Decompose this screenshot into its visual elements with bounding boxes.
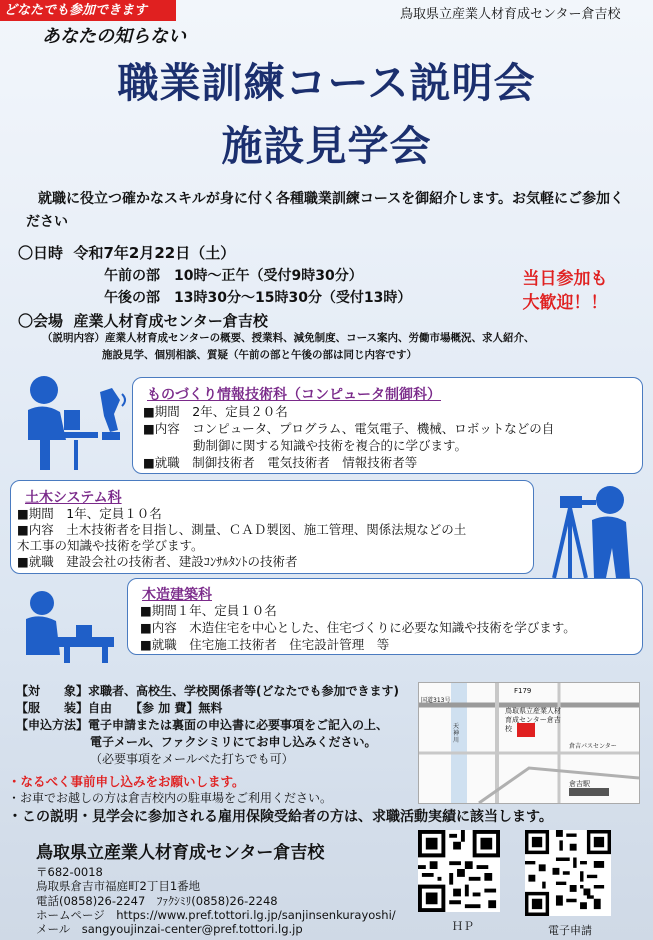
course-title-wooden: 木造建築科 <box>142 587 212 603</box>
venue-row <box>18 310 268 331</box>
note-early-apply: ・なるべく事前申し込みをお願いします。 <box>8 774 245 789</box>
access-map <box>418 682 640 804</box>
dress-fee-value: 自由 【参 加 費】無料 <box>88 701 223 715</box>
contents-line2: 施設見学、個別相談、質疑（午前の部と午後の部は同じ内容です） <box>102 349 417 361</box>
course-card-civil <box>10 480 534 574</box>
main-title-line2: 施設見学会 <box>221 122 432 170</box>
welcome-line1: 当日参加も <box>522 269 608 289</box>
subtitle: あなたの知らない <box>42 26 186 47</box>
course-line: ■内容 木造住宅を中心とした、住宅づくりに必要な知識や技術を学びます。 <box>140 620 576 635</box>
course-title-civil: 土木システム科 <box>25 490 122 506</box>
apply-line2: 電子メール、ファクシミリにてお申し込みください。 <box>90 735 377 749</box>
target-value: 求職者、高校生、学校関係者等(どなたでも参加できます) <box>88 684 399 698</box>
organization-name-top: 鳥取県立産業人材育成センター倉吉校 <box>400 7 621 22</box>
course-line: ■就職 制御技術者 電気技術者 情報技術者等 <box>143 455 418 470</box>
course-line: 木工事の知識や技術を学びます。 <box>17 538 204 553</box>
dress-row <box>16 700 222 717</box>
course-line: ■就職 建設会社の技術者、建設ｺﾝｻﾙﾀﾝﾄの技術者 <box>17 554 298 569</box>
footer-org-name: 鳥取県立産業人材育成センター倉吉校 <box>36 843 325 863</box>
map-route-label: F179 <box>514 687 532 695</box>
course-line: ■期間 2年、定員２０名 <box>143 404 288 419</box>
am-session: 午前の部 10時～正午（受付9時30分） <box>104 268 363 284</box>
course-card-wooden <box>127 578 643 655</box>
venue-value: 産業人材育成センター倉吉校 <box>73 312 268 330</box>
hp-qr-code[interactable] <box>418 830 500 912</box>
contents-line1: （説明内容）産業人材育成センターの概要、授業料、減免制度、コース案内、労働市場概況、求人紹介、 <box>42 332 535 344</box>
footer-website[interactable]: ホームページ https://www.pref.tottori.lg.jp/sanjinsenkurayoshi/ <box>36 908 396 922</box>
map-station-label: 倉吉駅 <box>569 780 590 788</box>
main-title-line1: 職業訓練コース説明会 <box>117 59 536 107</box>
course-line: ■期間 1年、定員１０名 <box>17 506 162 521</box>
map-road-label: 国道313号 <box>421 697 451 704</box>
course-line: ■期間１年、定員１０名 <box>140 603 277 618</box>
target-label: 【対 象】 <box>16 684 89 698</box>
footer-phone-fax: 電話(0858)26-2247 ﾌｧｸｼﾐﾘ(0858)26-2248 <box>36 894 278 908</box>
course-line: 動制御に関する知識や技術を複合的に学びます。 <box>143 438 468 453</box>
course-line: ■内容 土木技術者を目指し、測量、ＣＡＤ製図、施工管理、関係法規などの土 <box>17 522 467 537</box>
map-river-label: 天神川 <box>453 723 460 744</box>
robot-technician-icon <box>14 370 134 475</box>
note-employment-insurance: ・この説明・見学会に参加される雇用保険受給者の方は、求職活動実績に該当します。 <box>8 809 553 825</box>
course-card-manufacturing <box>132 377 643 474</box>
e-application-qr-label: 電子申請 <box>548 924 592 937</box>
open-to-all-badge: どなたでも参加できます <box>0 0 176 21</box>
footer-zip: 〒682-0018 <box>36 865 103 879</box>
e-application-qr-code[interactable] <box>525 830 611 916</box>
footer-address: 鳥取県倉吉市福庭町2丁目1番地 <box>36 879 201 893</box>
date-label: 〇日時 <box>18 244 64 262</box>
date-row <box>18 242 235 263</box>
dress-label: 【服 装】 <box>16 701 89 715</box>
course-title-manufacturing: ものづくり情報技術科（コンピュータ制御科） <box>147 387 441 403</box>
map-bus-label: 倉吉パスセンター <box>569 743 617 750</box>
venue-label: 〇会場 <box>18 312 64 330</box>
course-line: ■内容 コンピュータ、プログラム、電気電子、機械、ロボットなどの自 <box>143 421 555 436</box>
date-value: 令和7年2月22日（土） <box>73 244 236 262</box>
apply-label: 【申込方法】 <box>16 718 89 732</box>
surveyor-icon <box>540 478 645 583</box>
apply-line3: （必要事項をメールベた打ちでも可） <box>90 752 294 766</box>
apply-line1: 電子申請または裏面の申込書に必要事項をご記入の上、 <box>88 718 389 732</box>
note-parking: ・お車でお越しの方は倉吉校内の駐車場をご利用ください。 <box>8 791 333 805</box>
course-line: ■就職 住宅施工技術者 住宅設計管理 等 <box>140 637 390 652</box>
welcome-line2: 大歓迎！！ <box>522 293 608 313</box>
hp-qr-label: ＨＰ <box>452 920 474 933</box>
pm-session: 午後の部 13時30分～15時30分（受付13時） <box>104 290 412 306</box>
map-center-label: 鳥取県立産業人材育成センター倉吉校 <box>505 707 561 733</box>
carpenter-icon <box>18 585 128 665</box>
lead-text: 就職に役立つ確かなスキルが身に付く各種職業訓練コースを御紹介します。お気軽にご参加ください <box>26 191 625 230</box>
target-row <box>16 683 399 700</box>
footer-email[interactable]: メール sangyoujinzai-center@pref.tottori.lg.jp <box>36 922 303 936</box>
apply-row <box>16 717 388 734</box>
